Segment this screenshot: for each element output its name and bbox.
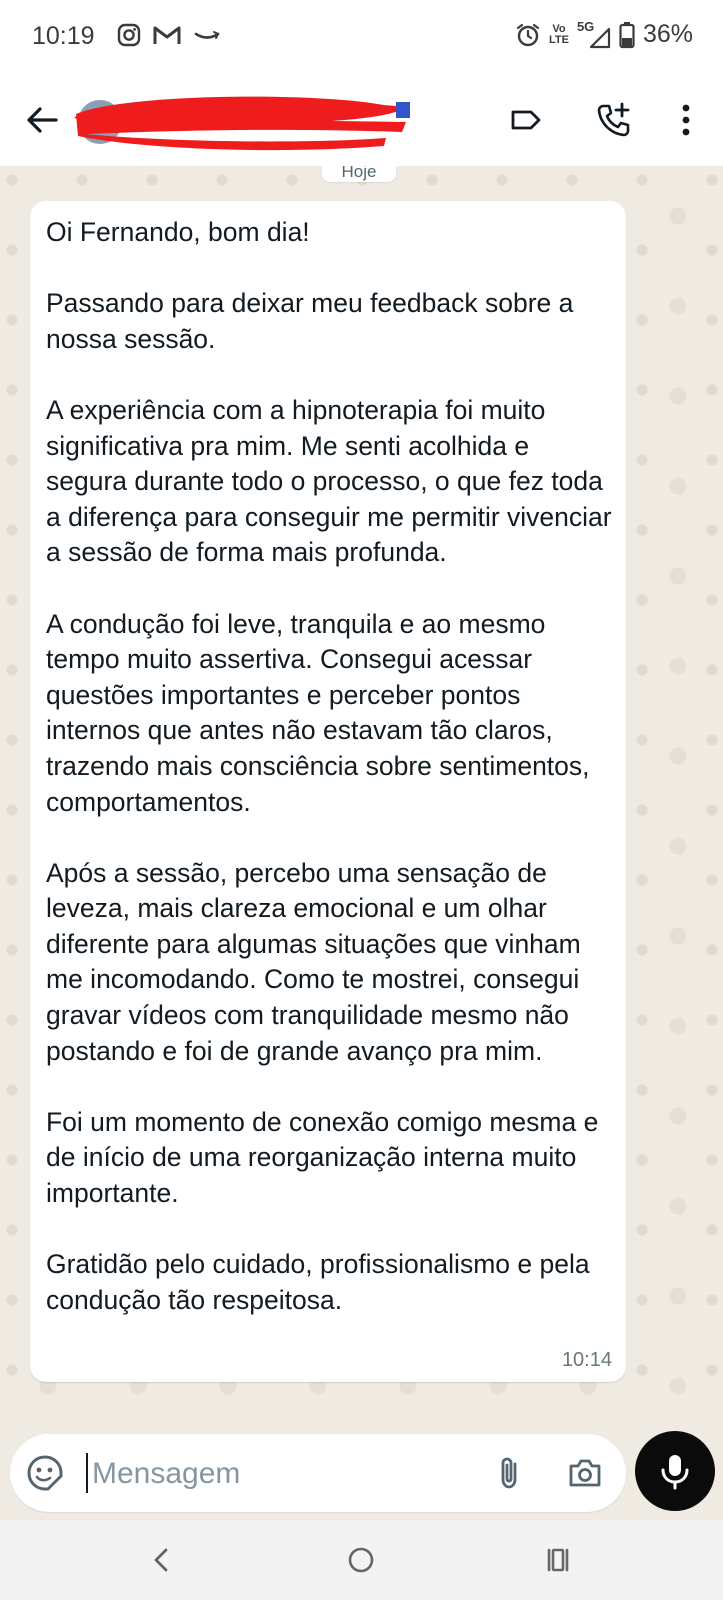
battery-icon: [619, 21, 635, 49]
camera-button[interactable]: [566, 1454, 604, 1492]
message-bubble[interactable]: [30, 201, 626, 1382]
chat-area[interactable]: [0, 166, 723, 1434]
gmail-icon: [152, 22, 182, 48]
back-button[interactable]: [22, 100, 62, 140]
nav-home-button[interactable]: [339, 1538, 383, 1582]
add-call-button[interactable]: [592, 98, 636, 142]
composer: [0, 1434, 723, 1520]
system-nav-bar: [0, 1520, 723, 1600]
camera-icon: [566, 1454, 604, 1492]
attach-icon: [490, 1454, 528, 1492]
label-button[interactable]: [504, 98, 548, 142]
date-chip: Hoje: [322, 166, 396, 182]
text-cursor: [86, 1453, 88, 1493]
redaction-scribble: [66, 88, 426, 154]
amazon-icon: [192, 22, 222, 48]
nav-recents-icon: [543, 1545, 573, 1575]
sticker-button[interactable]: [26, 1454, 64, 1492]
label-icon: [509, 103, 543, 137]
instagram-icon: [116, 22, 142, 48]
more-options-button[interactable]: [664, 98, 708, 142]
battery-level: 36%: [642, 20, 693, 48]
sticker-icon: [26, 1454, 64, 1492]
add-call-icon: [595, 101, 633, 139]
volte-indicator: Vo LTE: [548, 22, 569, 46]
status-time: 10:19: [32, 22, 95, 50]
more-vert-icon: [680, 103, 692, 137]
message-text: Oi Fernando, bom dia! Passando para deixar meu feedback sobre a nossa sessão. A experiência com a hipnoterapia foi muito significativa pra mim. Me senti acolhida e segura durante todo o processo, o que fez toda a diferença para conseguir me permitir vivenciar a sessão de forma mais profunda. A condução foi leve, tranquila e ao mesmo tempo muito assertiva. Consegui acessar questões importantes e perceber pontos internos que antes não estavam tão claros, trazendo mais consciência sobre sentimentos, comportamentos. Após a sessão, percebo uma sensação de leveza, mais clareza emocional e um olhar diferente para algumas situações que vinham me incomodando. Como te mostrei, consegui gravar vídeos com tranquilidade mesmo não postando e foi de grande avanço pra mim. Foi um momento de conexão comigo mesma e de início de uma reorganização interna muito importante. Gratidão pelo cuidado, profissionalismo e pela condução tão respeitosa.: [46, 217, 612, 1315]
attach-button[interactable]: [490, 1454, 528, 1492]
nav-recents-button[interactable]: [536, 1538, 580, 1582]
message-input[interactable]: [90, 1451, 474, 1497]
network-type: 5G: [576, 18, 595, 34]
chat-header: [0, 74, 723, 166]
status-right: [515, 20, 693, 49]
message-input-pill: [10, 1434, 626, 1512]
nav-back-icon: [147, 1545, 177, 1575]
voice-message-button[interactable]: [635, 1431, 715, 1511]
signal-group: [576, 18, 611, 49]
signal-icon: [589, 27, 611, 49]
notification-icons: [116, 22, 222, 48]
message-time: 10:14: [561, 1349, 612, 1371]
arrow-back-icon: [22, 100, 62, 140]
alarm-icon: [515, 22, 541, 48]
nav-back-button[interactable]: [140, 1538, 184, 1582]
status-bar: [0, 0, 723, 74]
contact-info[interactable]: [66, 88, 426, 154]
nav-home-icon: [346, 1545, 376, 1575]
mic-icon: [658, 1452, 692, 1490]
